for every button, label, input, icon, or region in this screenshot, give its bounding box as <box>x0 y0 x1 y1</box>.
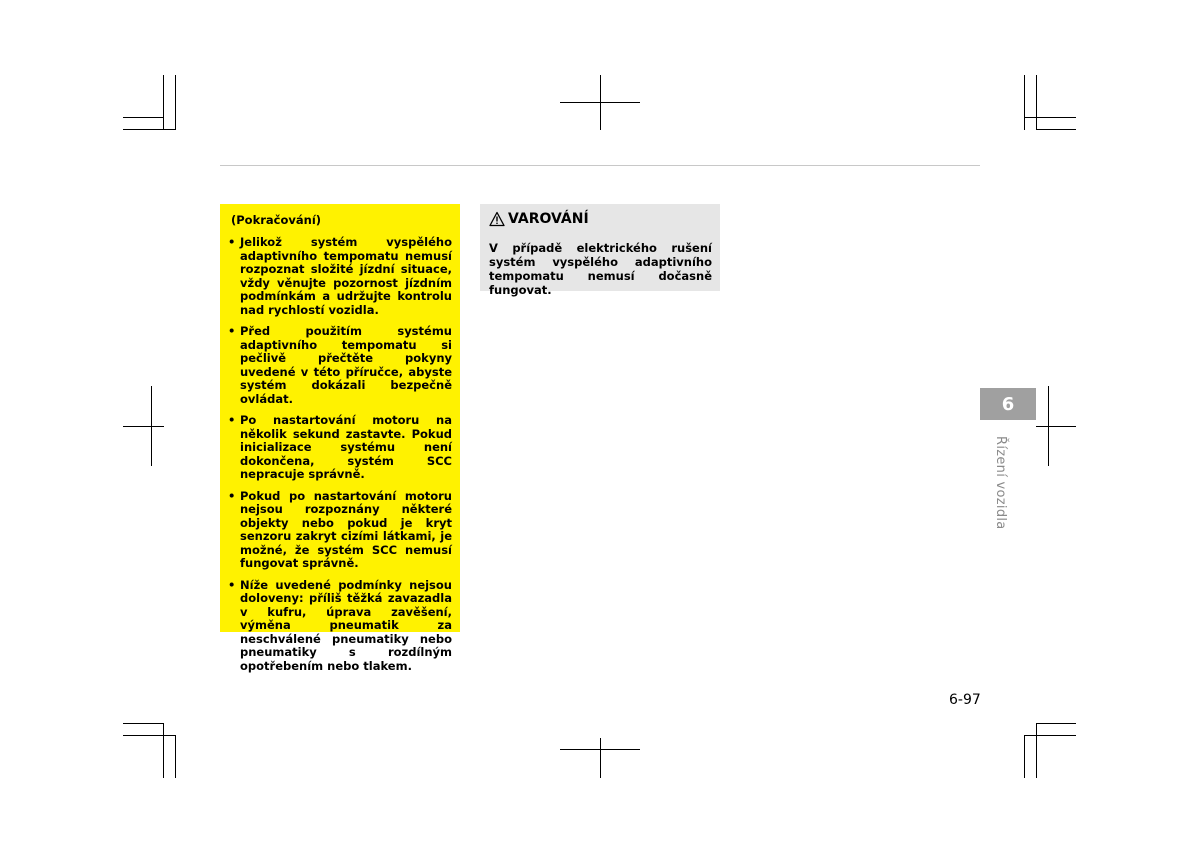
caution-item: • Jelikož systém vyspělého adaptivního tempomatu nemusí rozpoznat složité jízdní situace, vždy věnujte pozornost jízdním podmínkám a udržujte kontrolu nad rychlostí vozidla. <box>228 235 452 317</box>
warning-triangle-icon <box>489 211 505 227</box>
caution-item: • Před použitím systému adaptivního tempomatu si pečlivě přečtěte pokyny uvedené v této příručce, abyste systém dokázali bezpečně ovládat. <box>228 324 452 406</box>
caution-item: • Pokud po nastartování motoru nejsou rozpoznány některé objekty nebo pokud je kryt senzoru zakryt cizími látkami, je možné, že systém SCC nemusí fungovat správně. <box>228 488 452 570</box>
caution-item: • Po nastartování motoru na několik sekund zastavte. Pokud inicializace systému není dokončena, systém SCC nepracuje správně. <box>228 413 452 481</box>
bullet-icon: • <box>228 488 236 503</box>
continuation-label: (Pokračování) <box>231 213 322 227</box>
caution-item: • Níže uvedené podmínky nejsou doloveny: příliš těžká zavazadla v kufru, úprava zavěšení, výměna pneumatik za neschválené pneumatiky nebo pneumatiky s rozdílným opotřebením nebo tlakem. <box>228 577 452 673</box>
page-number: 6-97 <box>949 692 981 708</box>
warning-title: VAROVÁNÍ <box>508 211 589 227</box>
caution-box <box>220 204 460 673</box>
bullet-icon: • <box>228 235 236 249</box>
bullet-icon: • <box>228 577 236 592</box>
header-rule <box>220 165 980 166</box>
warning-header <box>489 210 712 228</box>
bullet-icon: • <box>228 413 236 427</box>
warning-text: V případě elektrického rušení systém vyspělého adaptivního tempomatu nemusí dočasně fungovat. <box>489 241 712 297</box>
warning-box <box>480 204 720 297</box>
bullet-icon: • <box>228 324 236 338</box>
chapter-number-tab: 6 <box>980 388 1036 420</box>
caution-list <box>228 236 452 673</box>
chapter-title: Řízení vozidla <box>993 436 1008 530</box>
